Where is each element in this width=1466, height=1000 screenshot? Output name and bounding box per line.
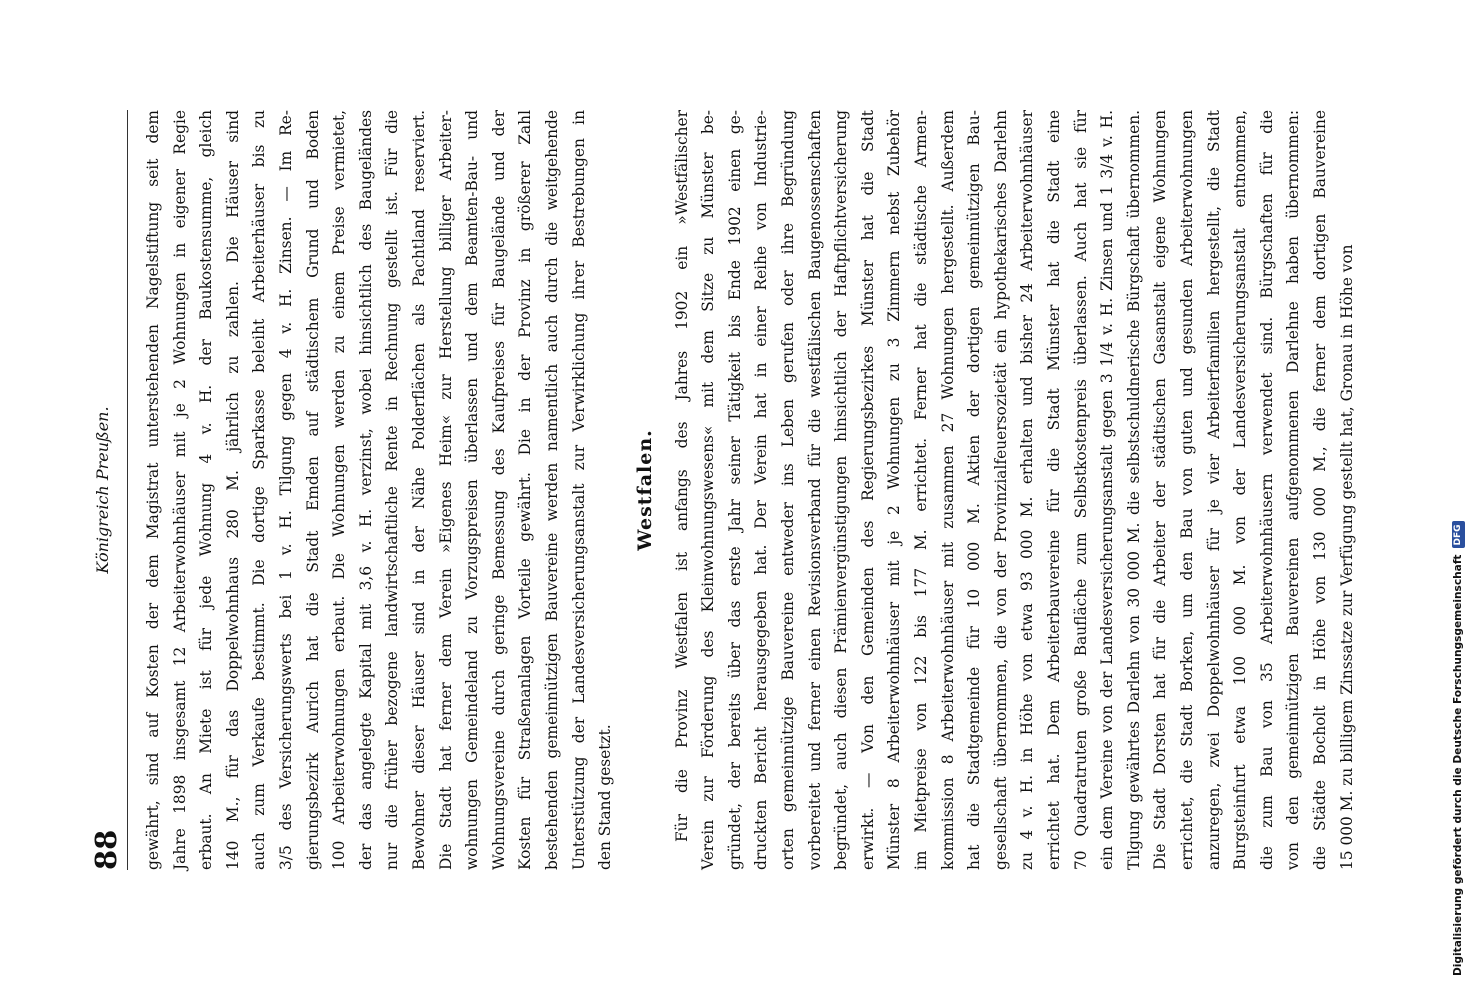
text-line: ein dem Vereine von der Landesversicherungsanstalt gegen 3 1/4 v. H. Zinsen und 1 3/4 v. H. — [1098, 110, 1117, 870]
paragraph-1 — [140, 110, 619, 870]
text-line: erwirkt. — Von den Gemeinden des Regierungsbezirkes Münster hat die Stadt — [858, 110, 877, 870]
text-line: bestehenden gemeinnützigen Bauvereine werden namentlich auch durch die weitgehende — [542, 110, 561, 870]
text-line: errichtet, die Stadt Borken, um den Bau von guten und gesunden Arbeiterwohnungen — [1177, 110, 1196, 870]
text-line: zu 4 v. H. in Höhe von etwa 93 000 M. erhalten und bisher 24 Arbeiterwohnhäuser — [1018, 110, 1037, 870]
page-number: 88 — [89, 829, 123, 870]
credit-text: Digitalisierung gefördert durch die Deutsche Forschungsgemeinschaft — [1452, 554, 1464, 976]
text-line: Jahre 1898 insgesamt 12 Arbeiterwohnhäuser mit je 2 Wohnungen in eigener Regie — [170, 110, 189, 870]
text-line: Bewohner dieser Häuser sind in der Nähe Polderflächen als Pachtland reserviert. — [409, 110, 428, 870]
paragraph-2 — [669, 110, 1360, 870]
section-title: Westfalen. — [633, 429, 656, 551]
page-body — [140, 110, 1360, 870]
text-line: 100 Arbeiterwohnungen erbaut. Die Wohnungen werden zu einem Preise vermietet, — [330, 110, 349, 870]
text-line: Wohnungsvereine durch geringe Bemessung des Kaufpreises für Baugelände und der — [489, 110, 508, 870]
book-page — [85, 110, 1356, 870]
text-line: den Stand gesetzt. — [596, 724, 615, 870]
text-line: anzuregen, zwei Doppelwohnhäuser für je vier Arbeiterfamilien hergestellt, die Stadt — [1204, 110, 1223, 870]
text-line: Unterstützung der Landesversicherungsanstalt zur Verwirklichung ihrer Bestrebungen in — [569, 110, 588, 870]
text-line: begründet, auch diesen Prämienvergünstigungen hinsichtlich der Haftpflichtversicherung — [832, 110, 851, 870]
page-header — [85, 110, 125, 870]
text-line: Tilgung gewährtes Darlehn von 30 000 M. die selbstschuldnerische Bürgschaft übernommen. — [1124, 110, 1143, 870]
text-line: erbaut. An Miete ist für jede Wohnung 4 v. H. der Baukostensumme, gleich — [197, 110, 216, 870]
text-line: der das angelegte Kapital mit 3,6 v. H. verzinst, wobei hinsichtlich des Baugeländes — [356, 110, 375, 870]
text-line: gierungsbezirk Aurich hat die Stadt Emden auf städtischem Grund und Boden — [303, 110, 322, 870]
text-line: vorbereitet und ferner einen Revisionsverband für die westfälischen Baugenossenschaften — [805, 110, 824, 870]
text-line: Die Stadt hat ferner dem Verein »Eigenes Heim« zur Herstellung billiger Arbeiter- — [436, 110, 455, 870]
text-line: Verein zur Förderung des Kleinwohnungswesens« mit dem Sitze zu Münster be- — [699, 110, 718, 870]
text-line: Kosten für Straßenanlagen Vorteile gewährt. Die in der Provinz in größerer Zahl — [516, 110, 535, 870]
text-line: die zum Bau von 35 Arbeiterwohnhäusern verwendet sind. Bürgschaften für die — [1257, 110, 1276, 870]
text-line: Die Stadt Dorsten hat für die Arbeiter der städtischen Gasanstalt eigene Wohnungen — [1151, 110, 1170, 870]
text-line: 15 000 M. zu billigem Zinssatze zur Verfügung gestellt hat, Gronau in Höhe von — [1337, 244, 1356, 870]
text-line: die Städte Bocholt in Höhe von 130 000 M., die ferner dem dortigen Bauvereine — [1310, 110, 1329, 870]
text-line: auch zum Verkaufe bestimmt. Die dortige Sparkasse beleiht Arbeiterhäuser bis zu — [250, 110, 269, 870]
text-line: nur die früher bezogene landwirtschaftliche Rente in Rechnung gestellt ist. Für die — [383, 110, 402, 870]
text-line: gründet, der bereits über das erste Jahr seiner Tätigkeit bis Ende 1902 einen ge- — [725, 110, 744, 870]
running-head: Königreich Preußen. — [93, 406, 112, 574]
text-line: 3/5 des Versicherungswerts bei 1 v. H. Tilgung gegen 4 v. H. Zinsen. — Im Re- — [276, 110, 295, 870]
text-line: Münster 8 Arbeiterwohnhäuser mit je 2 Wohnungen zu 3 Zimmern nebst Zubehör — [885, 110, 904, 870]
text-line: wohnungen Gemeindeland zu Vorzugspreisen überlassen und dem Beamten-Bau- und — [463, 110, 482, 870]
text-line: Burgsteinfurt etwa 100 000 M. von der Landesversicherungsanstalt entnommen, — [1231, 110, 1250, 870]
text-line: druckten Bericht herausgegeben hat. Der Verein hat in einer Reihe von Industrie- — [752, 110, 771, 870]
dfg-logo: DFG — [1452, 521, 1465, 548]
text-line: im Mietpreise von 122 bis 177 M. errichtet. Ferner hat die städtische Armen- — [912, 110, 931, 870]
header-rule — [127, 110, 128, 870]
text-line: 70 Quadratruten große Baufläche zum Selbstkostenpreis überlassen. Auch hat sie für — [1071, 110, 1090, 870]
text-line: Für die Provinz Westfalen ist anfangs des Jahres 1902 ein »Westfälischer — [672, 110, 691, 842]
text-line: kommission 8 Arbeiterwohnhäuser mit zusammen 27 Wohnungen hergestellt. Außerdem — [938, 110, 957, 870]
text-line: gewährt, sind auf Kosten der dem Magistrat unterstehenden Nagelstiftung seit dem — [144, 110, 162, 870]
text-line: errichtet hat. Dem Arbeiterbauvereine für die Stadt Münster hat die Stadt eine — [1045, 110, 1063, 870]
text-line: orten gemeinnützige Bauvereine entweder ins Leben gerufen oder ihre Begründung — [779, 110, 798, 870]
text-line: gesellschaft übernommen, die von der Provinzialfeuersozietät ein hypothekarisches Darlehn — [991, 110, 1010, 870]
digitization-credit — [1452, 16, 1466, 976]
text-line: von den gemeinnützigen Bauvereinen aufgenommenen Darlehne haben übernommen: — [1284, 110, 1303, 870]
text-line: 140 M., für das Doppelwohnhaus 280 M. jährlich zu zahlen. Die Häuser sind — [223, 110, 242, 870]
text-line: hat die Stadtgemeinde für 10 000 M. Aktien der dortigen gemeinnützigen Bau- — [965, 110, 984, 870]
